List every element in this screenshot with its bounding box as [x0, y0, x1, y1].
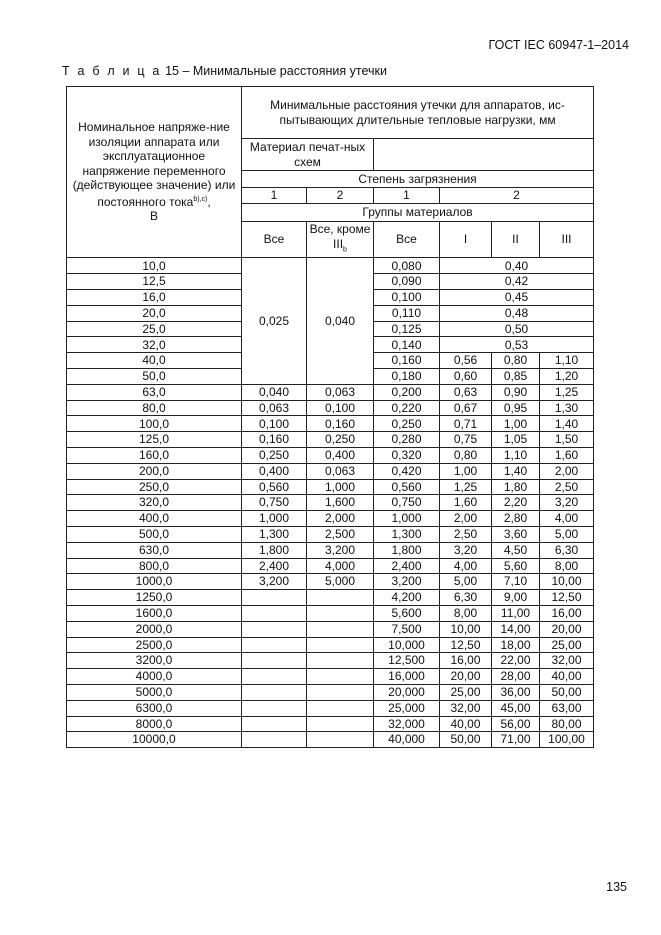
table-row [67, 463, 594, 479]
table-row [67, 400, 594, 416]
voltage-cell: 12,5 [67, 274, 242, 290]
voltage-cell: 6300,0 [67, 700, 242, 716]
pcb-group-1-cell [242, 700, 307, 716]
all-groups-cell: 0,125 [374, 321, 440, 337]
voltage-cell: 10,0 [67, 258, 242, 274]
group-2-cell: 9,00 [492, 590, 540, 606]
group-3-cell: 2,00 [540, 463, 594, 479]
group-2-cell: 1,10 [492, 447, 540, 463]
voltage-cell: 16,0 [67, 289, 242, 305]
pcb-group-2-cell: 0,100 [307, 400, 374, 416]
group-3-cell: 40,00 [540, 669, 594, 685]
table-row [67, 621, 594, 637]
pcb-group-2-cell: 0,040 [307, 258, 374, 384]
all-groups-cell: 1,000 [374, 511, 440, 527]
table-row [67, 432, 594, 448]
all-groups-cell: 0,750 [374, 495, 440, 511]
group-3-cell: 1,10 [540, 353, 594, 369]
group-3-cell: 63,00 [540, 700, 594, 716]
group-3-cell: 32,00 [540, 653, 594, 669]
groups-merged-cell: 0,42 [440, 274, 594, 290]
table-row [67, 447, 594, 463]
voltage-cell: 4000,0 [67, 669, 242, 685]
group-3-cell: 50,00 [540, 684, 594, 700]
table-row [67, 590, 594, 606]
voltage-cell: 800,0 [67, 558, 242, 574]
pcb-group-1-cell: 1,300 [242, 526, 307, 542]
pcb-group-1-cell: 0,160 [242, 432, 307, 448]
all-groups-cell: 0,200 [374, 384, 440, 400]
group-3-cell: 20,00 [540, 621, 594, 637]
group-1-cell: 25,00 [440, 684, 492, 700]
table-row [67, 258, 594, 274]
pcb-group-2-cell [307, 637, 374, 653]
pcb-group-2-cell [307, 621, 374, 637]
pcb-group-1-cell [242, 637, 307, 653]
pcb-group-1-cell [242, 684, 307, 700]
table-row [67, 653, 594, 669]
pcb-group-2-cell [307, 684, 374, 700]
pollution-degree: 2 [307, 188, 374, 204]
pcb-group-2-cell [307, 669, 374, 685]
group-2-cell: 1,05 [492, 432, 540, 448]
all-groups-cell: 0,080 [374, 258, 440, 274]
group-1-cell: 0,75 [440, 432, 492, 448]
groups-merged-cell: 0,50 [440, 321, 594, 337]
voltage-cell: 125,0 [67, 432, 242, 448]
voltage-cell: 25,0 [67, 321, 242, 337]
group-2-cell: 18,00 [492, 637, 540, 653]
pcb-group-1-cell: 0,063 [242, 400, 307, 416]
all-groups-cell: 1,800 [374, 542, 440, 558]
group-1-cell: 8,00 [440, 605, 492, 621]
table-row [67, 716, 594, 732]
all-groups-cell: 3,200 [374, 574, 440, 590]
table-row [67, 479, 594, 495]
voltage-cell: 320,0 [67, 495, 242, 511]
pcb-group-1-cell: 0,560 [242, 479, 307, 495]
voltage-header-text: Номинальное напряже-ние изоляции аппарата или эксплуатационное напряжение переменного (действующее значение) или постоянного тока [72, 120, 236, 209]
group-3-cell: 10,00 [540, 574, 594, 590]
groups-merged-cell: 0,40 [440, 258, 594, 274]
groups-merged-cell: 0,53 [440, 337, 594, 353]
all-groups-cell: 7,500 [374, 621, 440, 637]
group-1-cell: 6,30 [440, 590, 492, 606]
pcb-group-1-cell [242, 669, 307, 685]
group-2-cell: 2,20 [492, 495, 540, 511]
pcb-group-1-cell: 0,100 [242, 416, 307, 432]
pcb-group-2-cell: 5,000 [307, 574, 374, 590]
group-1-cell: 50,00 [440, 732, 492, 748]
empty-header-cell [374, 139, 594, 171]
group-2-cell: 0,85 [492, 368, 540, 384]
group-3-cell: 1,40 [540, 416, 594, 432]
all-groups-cell: 1,300 [374, 526, 440, 542]
pcb-group-1-cell [242, 716, 307, 732]
voltage-cell: 50,0 [67, 368, 242, 384]
group-3-cell: 1,20 [540, 368, 594, 384]
group-1-cell: 10,00 [440, 621, 492, 637]
table-row [67, 684, 594, 700]
pcb-group-1-cell [242, 590, 307, 606]
page-number: 135 [606, 880, 627, 894]
voltage-cell: 63,0 [67, 384, 242, 400]
pcb-group-1-cell [242, 621, 307, 637]
voltage-header-tail: , [207, 194, 211, 209]
pcb-group-2-cell: 0,400 [307, 447, 374, 463]
all-groups-cell: 0,220 [374, 400, 440, 416]
pcb-group-1-cell: 0,040 [242, 384, 307, 400]
all-groups-cell: 16,000 [374, 669, 440, 685]
pcb-group-2-cell [307, 605, 374, 621]
pcb-group-1-cell: 0,025 [242, 258, 307, 384]
group-3-cell: 6,30 [540, 542, 594, 558]
table-row [67, 574, 594, 590]
pcb-group-2-cell [307, 653, 374, 669]
pcb-group-1-cell: 0,250 [242, 447, 307, 463]
group-2-cell: 45,00 [492, 700, 540, 716]
voltage-unit: В [149, 209, 158, 224]
groups-merged-cell: 0,48 [440, 305, 594, 321]
group-2-cell: 5,60 [492, 558, 540, 574]
voltage-cell: 2000,0 [67, 621, 242, 637]
group-3-cell: 1,60 [540, 447, 594, 463]
pcb-group-2-cell: 0,250 [307, 432, 374, 448]
group-1-cell: 0,60 [440, 368, 492, 384]
pcb-group-2-cell: 1,600 [307, 495, 374, 511]
group-2-cell: 1,40 [492, 463, 540, 479]
pcb-group-2-cell [307, 732, 374, 748]
table-row [67, 637, 594, 653]
group-1-cell: 32,00 [440, 700, 492, 716]
voltage-cell: 100,0 [67, 416, 242, 432]
group-header-text: Все, кроме III [309, 222, 371, 251]
all-groups-cell: 32,000 [374, 716, 440, 732]
group-3-cell: 80,00 [540, 716, 594, 732]
voltage-cell: 40,0 [67, 353, 242, 369]
voltage-cell: 500,0 [67, 526, 242, 542]
all-groups-cell: 0,140 [374, 337, 440, 353]
group-2-cell: 14,00 [492, 621, 540, 637]
pcb-group-2-cell: 0,063 [307, 384, 374, 400]
table-body [67, 258, 594, 748]
group-2-cell: 11,00 [492, 605, 540, 621]
all-groups-cell: 2,400 [374, 558, 440, 574]
group-2-cell: 0,90 [492, 384, 540, 400]
pcb-group-1-cell: 3,200 [242, 574, 307, 590]
pcb-material-header: Материал печат-ных схем [242, 139, 374, 171]
group-2-cell: 36,00 [492, 684, 540, 700]
group-3-cell: 12,50 [540, 590, 594, 606]
all-groups-cell: 0,160 [374, 353, 440, 369]
pcb-group-2-cell: 1,000 [307, 479, 374, 495]
group-1-cell: 1,00 [440, 463, 492, 479]
voltage-cell: 80,0 [67, 400, 242, 416]
all-groups-cell: 0,110 [374, 305, 440, 321]
pcb-group-1-cell: 1,800 [242, 542, 307, 558]
group-1-cell: 0,67 [440, 400, 492, 416]
all-groups-cell: 0,250 [374, 416, 440, 432]
table-row [67, 732, 594, 748]
pcb-group-2-cell: 4,000 [307, 558, 374, 574]
all-groups-cell: 0,180 [374, 368, 440, 384]
group-3-cell: 4,00 [540, 511, 594, 527]
group-1-cell: 4,00 [440, 558, 492, 574]
all-groups-cell: 0,090 [374, 274, 440, 290]
voltage-cell: 630,0 [67, 542, 242, 558]
all-groups-cell: 0,280 [374, 432, 440, 448]
group-1-cell: 16,00 [440, 653, 492, 669]
pcb-group-2-cell: 0,160 [307, 416, 374, 432]
group-3-cell: 25,00 [540, 637, 594, 653]
voltage-cell: 3200,0 [67, 653, 242, 669]
group-3-cell: 1,30 [540, 400, 594, 416]
group-1-cell: 12,50 [440, 637, 492, 653]
table-caption-label: Т а б л и ц а [62, 64, 162, 78]
table-row [67, 669, 594, 685]
table-caption [62, 64, 387, 78]
group-1-cell: 0,80 [440, 447, 492, 463]
all-groups-cell: 0,100 [374, 289, 440, 305]
voltage-cell: 20,0 [67, 305, 242, 321]
group-2-cell: 71,00 [492, 732, 540, 748]
group-1-cell: 20,00 [440, 669, 492, 685]
all-groups-cell: 0,420 [374, 463, 440, 479]
group-2-cell: 56,00 [492, 716, 540, 732]
group-header: Все [374, 222, 440, 258]
all-groups-cell: 12,500 [374, 653, 440, 669]
all-groups-cell: 20,000 [374, 684, 440, 700]
pcb-group-1-cell: 2,400 [242, 558, 307, 574]
pcb-group-2-cell: 2,500 [307, 526, 374, 542]
group-1-cell: 3,20 [440, 542, 492, 558]
group-2-cell: 7,10 [492, 574, 540, 590]
groups-merged-cell: 0,45 [440, 289, 594, 305]
all-groups-cell: 40,000 [374, 732, 440, 748]
group-1-cell: 5,00 [440, 574, 492, 590]
table-row [67, 495, 594, 511]
group-2-cell: 0,80 [492, 353, 540, 369]
table-row [67, 558, 594, 574]
pollution-degree: 1 [374, 188, 440, 204]
group-1-cell: 1,60 [440, 495, 492, 511]
voltage-cell: 1000,0 [67, 574, 242, 590]
all-groups-cell: 25,000 [374, 700, 440, 716]
group-3-cell: 2,50 [540, 479, 594, 495]
voltage-cell: 250,0 [67, 479, 242, 495]
group-1-cell: 2,00 [440, 511, 492, 527]
material-groups-header: Группы материалов [242, 204, 594, 222]
voltage-cell: 8000,0 [67, 716, 242, 732]
group-3-cell: 100,00 [540, 732, 594, 748]
table-caption-text: 15 – Минимальные расстояния утечки [165, 64, 387, 78]
group-2-cell: 22,00 [492, 653, 540, 669]
group-2-cell: 1,00 [492, 416, 540, 432]
pcb-group-2-cell [307, 716, 374, 732]
pcb-group-2-cell: 2,000 [307, 511, 374, 527]
table-row [67, 416, 594, 432]
table-row [67, 605, 594, 621]
group-3-cell: 16,00 [540, 605, 594, 621]
all-groups-cell: 5,600 [374, 605, 440, 621]
pollution-degree-header: Степень загрязнения [242, 171, 594, 188]
voltage-cell: 10000,0 [67, 732, 242, 748]
group-header [307, 222, 374, 258]
pcb-group-2-cell: 3,200 [307, 542, 374, 558]
group-2-cell: 3,60 [492, 526, 540, 542]
creepage-table [66, 86, 594, 748]
group-2-cell: 4,50 [492, 542, 540, 558]
group-header-subscript: b [343, 245, 347, 253]
voltage-cell: 200,0 [67, 463, 242, 479]
group-header: III [540, 222, 594, 258]
group-1-cell: 2,50 [440, 526, 492, 542]
group-3-cell: 5,00 [540, 526, 594, 542]
creepage-group-header: Минимальные расстояния утечки для аппаратов, ис-пытывающих длительные тепловые нагрузки, мм [242, 87, 594, 139]
pollution-degree: 1 [242, 188, 307, 204]
voltage-column-header [67, 87, 242, 258]
table-row [67, 700, 594, 716]
pcb-group-2-cell: 0,063 [307, 463, 374, 479]
group-3-cell: 3,20 [540, 495, 594, 511]
voltage-cell: 1600,0 [67, 605, 242, 621]
all-groups-cell: 0,320 [374, 447, 440, 463]
group-3-cell: 1,25 [540, 384, 594, 400]
group-1-cell: 0,63 [440, 384, 492, 400]
document-code: ГОСТ IEC 60947-1–2014 [488, 38, 629, 52]
group-1-cell: 0,56 [440, 353, 492, 369]
voltage-header-footnote: b),c) [193, 195, 208, 203]
group-3-cell: 8,00 [540, 558, 594, 574]
pcb-group-1-cell: 0,400 [242, 463, 307, 479]
all-groups-cell: 10,000 [374, 637, 440, 653]
group-2-cell: 2,80 [492, 511, 540, 527]
pollution-degree: 2 [440, 188, 594, 204]
pcb-group-1-cell [242, 732, 307, 748]
group-1-cell: 0,71 [440, 416, 492, 432]
group-header: I [440, 222, 492, 258]
pcb-group-1-cell [242, 605, 307, 621]
pcb-group-1-cell: 0,750 [242, 495, 307, 511]
pcb-group-1-cell: 1,000 [242, 511, 307, 527]
voltage-cell: 32,0 [67, 337, 242, 353]
table-row [67, 384, 594, 400]
group-1-cell: 1,25 [440, 479, 492, 495]
pcb-group-1-cell [242, 653, 307, 669]
voltage-cell: 400,0 [67, 511, 242, 527]
table-row [67, 526, 594, 542]
group-2-cell: 0,95 [492, 400, 540, 416]
group-header: Все [242, 222, 307, 258]
group-header: II [492, 222, 540, 258]
group-2-cell: 1,80 [492, 479, 540, 495]
table-row [67, 511, 594, 527]
group-3-cell: 1,50 [540, 432, 594, 448]
table-row [67, 542, 594, 558]
voltage-cell: 5000,0 [67, 684, 242, 700]
group-1-cell: 40,00 [440, 716, 492, 732]
all-groups-cell: 0,560 [374, 479, 440, 495]
pcb-group-2-cell [307, 590, 374, 606]
voltage-cell: 160,0 [67, 447, 242, 463]
pcb-group-2-cell [307, 700, 374, 716]
voltage-cell: 2500,0 [67, 637, 242, 653]
all-groups-cell: 4,200 [374, 590, 440, 606]
group-2-cell: 28,00 [492, 669, 540, 685]
voltage-cell: 1250,0 [67, 590, 242, 606]
